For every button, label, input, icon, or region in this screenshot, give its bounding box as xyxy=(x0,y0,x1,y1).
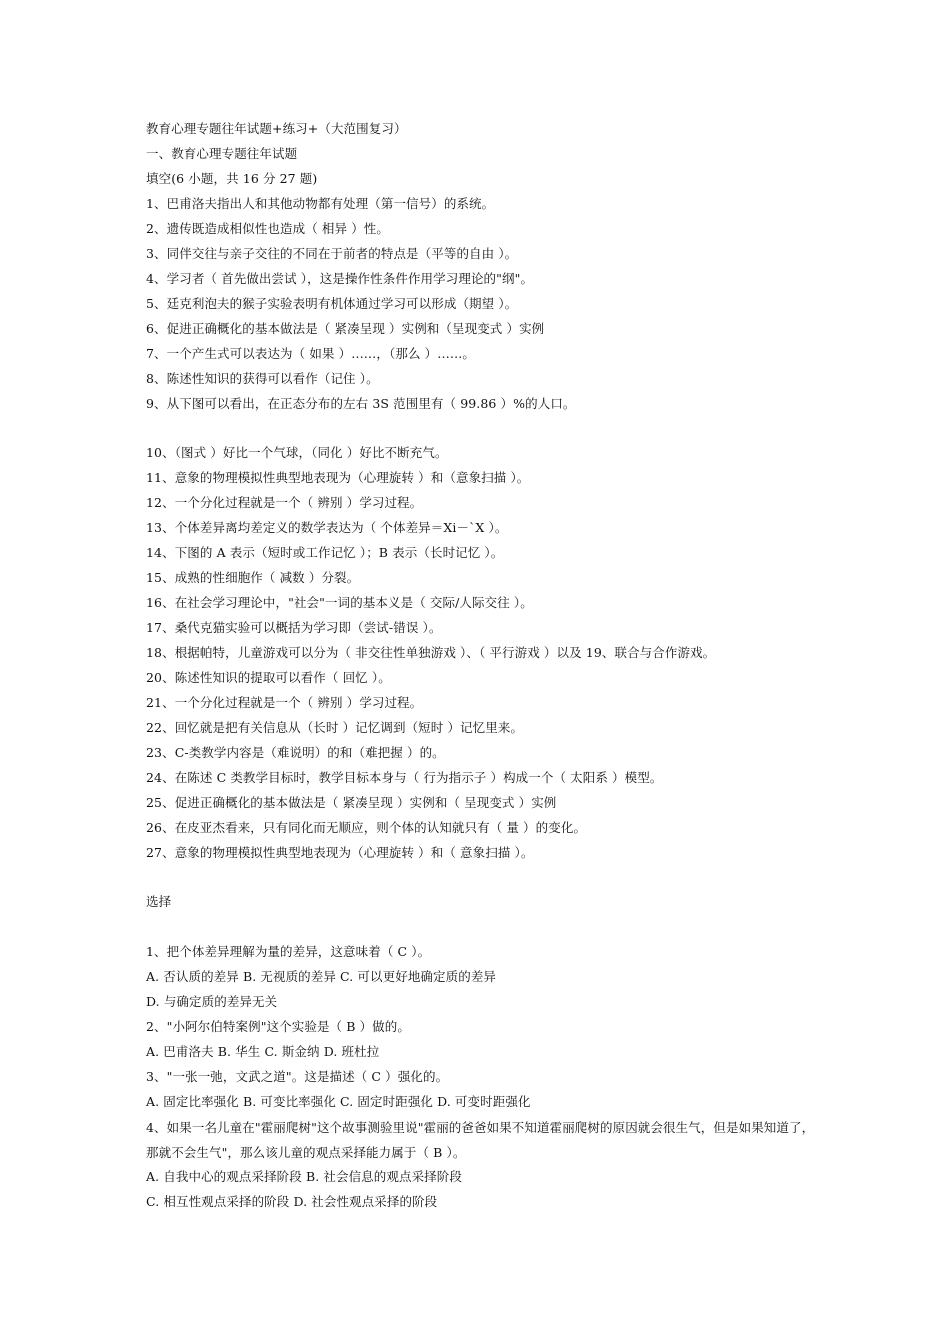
choice-line: D. 与确定质的差异无关 xyxy=(146,994,278,1009)
section-heading: 一、教育心理专题往年试题 xyxy=(146,146,298,161)
choice-line: C. 相互性观点采择的阶段 D. 社会性观点采择的阶段 xyxy=(146,1194,438,1209)
fill-item: 2、遗传既造成相似性也造成（ 相异 ）性。 xyxy=(146,221,390,236)
fill-item: 25、促进正确概化的基本做法是（ 紧凑呈现 ）实例和（ 呈现变式 ）实例 xyxy=(146,795,557,810)
fill-item: 27、意象的物理模拟性典型地表现为（心理旋转 ）和（ 意象扫描 ）。 xyxy=(146,845,534,860)
fill-item: 4、学习者（ 首先做出尝试 ），这是操作性条件作用学习理论的"纲"。 xyxy=(146,271,534,286)
fill-item: 24、在陈述 C 类教学目标时，教学目标本身与（ 行为指示子 ）构成一个（ 太阳系 ）模型。 xyxy=(146,770,663,785)
choice-line: 3、"一张一弛，文武之道"。这是描述（ C ）强化的。 xyxy=(146,1069,449,1084)
fill-item: 14、下图的 A 表示（短时或工作记忆 ）；B 表示（长时记忆 ）。 xyxy=(146,545,504,560)
fill-item: 12、一个分化过程就是一个（ 辨别 ）学习过程。 xyxy=(146,495,423,510)
fill-item: 15、成熟的性细胞作（ 减数 ）分裂。 xyxy=(146,570,360,585)
fill-item: 16、在社会学习理论中，"社会"一词的基本义是（ 交际/人际交往 ）。 xyxy=(146,595,533,610)
choice-header: 选择 xyxy=(146,894,172,909)
choice-line: A. 否认质的差异 B. 无视质的差异 C. 可以更好地确定质的差异 xyxy=(146,969,497,984)
choice-line: 2、"小阿尔伯特案例"这个实验是（ B ）做的。 xyxy=(146,1019,410,1034)
fill-item: 3、同伴交往与亲子交往的不同在于前者的特点是（平等的自由 ）。 xyxy=(146,246,518,261)
choice-line: A. 巴甫洛夫 B. 华生 C. 斯金纳 D. 班杜拉 xyxy=(146,1044,380,1059)
choice-line: A. 自我中心的观点采择阶段 B. 社会信息的观点采择阶段 xyxy=(146,1169,462,1184)
fill-item: 9、从下图可以看出，在正态分布的左右 3S 范围里有（ 99.86 ）%的人口。 xyxy=(146,396,576,411)
fill-item: 23、C-类教学内容是（难说明）的和（难把握 ）的。 xyxy=(146,745,445,760)
fill-item: 26、在皮亚杰看来，只有同化而无顺应，则个体的认知就只有（ 量 ）的变化。 xyxy=(146,820,587,835)
fill-item: 18、根据帕特，儿童游戏可以分为（ 非交往性单独游戏 ）、（ 平行游戏 ）以及 19、联合与合作游戏。 xyxy=(146,645,716,660)
fill-item: 10、（图式 ）好比一个气球，（同化 ）好比不断充气。 xyxy=(146,445,448,460)
fill-item: 13、个体差异离均差定义的数学表达为（ 个体差异＝Xi－`X ）。 xyxy=(146,520,508,535)
fill-item: 8、陈述性知识的获得可以看作（记住 ）。 xyxy=(146,371,379,386)
fill-item: 11、意象的物理模拟性典型地表现为（心理旋转 ）和（意象扫描 ）。 xyxy=(146,470,530,485)
fill-item: 22、回忆就是把有关信息从（长时 ）记忆调到（短时 ）记忆里来。 xyxy=(146,720,524,735)
choice-line: A. 固定比率强化 B. 可变比率强化 C. 固定时距强化 D. 可变时距强化 xyxy=(146,1094,531,1109)
doc-title: 教育心理专题往年试题+练习+（大范围复习） xyxy=(146,121,407,136)
choice-line: 4、如果一名儿童在"霍丽爬树"这个故事测验里说"霍丽的爸爸如果不知道霍丽爬树的原因就会很生气，但是如果知道了，那就不会生气"，那么该儿童的观点采择能力属于（ B ）。 xyxy=(146,1120,815,1160)
fill-item: 21、一个分化过程就是一个（ 辨别 ）学习过程。 xyxy=(146,695,423,710)
fill-item: 6、促进正确概化的基本做法是（ 紧凑呈现 ）实例和（呈现变式 ）实例 xyxy=(146,321,545,336)
fill-header: 填空(6 小题，共 16 分 27 题) xyxy=(146,171,318,186)
fill-item: 1、巴甫洛夫指出人和其他动物都有处理（第一信号）的系统。 xyxy=(146,196,495,211)
fill-item: 5、廷克利泡夫的猴子实验表明有机体通过学习可以形成（期望 ）。 xyxy=(146,296,518,311)
fill-item: 17、桑代克猫实验可以概括为学习即（尝试-错误 ）。 xyxy=(146,620,442,635)
choice-line: 1、把个体差异理解为量的差异，这意味着（ C ）。 xyxy=(146,944,431,959)
fill-item: 7、一个产生式可以表达为（ 如果 ）……，（那么 ）……。 xyxy=(146,346,476,361)
fill-item: 20、陈述性知识的提取可以看作（ 回忆 ）。 xyxy=(146,670,391,685)
